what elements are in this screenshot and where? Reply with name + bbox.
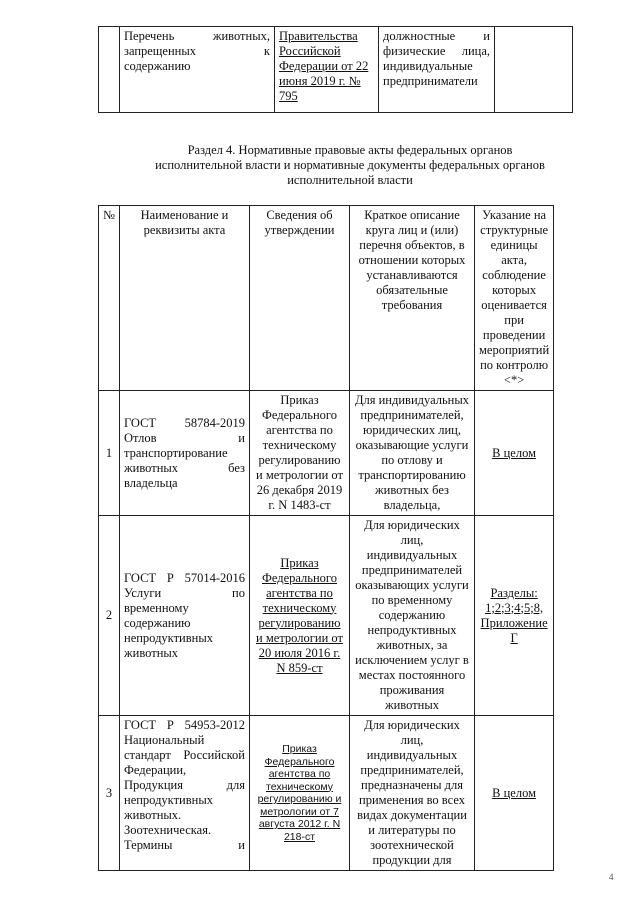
table-row — [99, 391, 554, 516]
continuation-table — [98, 26, 573, 113]
row-approval: Приказ Федерального агентства по техническому регулированию и метрологии от 26 декабря 2019 г. N 1483-ст — [250, 391, 350, 516]
header-description: Краткое описание круга лиц и (или) перечня объектов, в отношении которых устанавливаются обязательные требования — [350, 206, 475, 391]
row-units-link[interactable]: В целом — [475, 716, 554, 871]
row-units-link[interactable]: В целом — [475, 391, 554, 516]
approval-link[interactable]: Правительства Российской Федерации от 22 июня 2019 г. № 795 — [275, 27, 379, 113]
header-units: Указание на структурные единицы акта, соблюдение которых оценивается при проведении мероприятий по контролю <*> — [475, 206, 554, 391]
row-name: ГОСТ Р 54953-2012 Национальный стандарт Российской Федерации, Продукция для непродуктивных животных. Зоотехническая. Термины и — [120, 716, 250, 871]
row-approval-link[interactable]: Приказ Федерального агентства по техническому регулированию и метрологии от 20 июля 2016 г. N 859-ст — [250, 516, 350, 716]
row-units-link[interactable]: Разделы: 1;2;3;4;5;8, Приложение Г — [475, 516, 554, 716]
table-row — [99, 516, 554, 716]
acts-table — [98, 205, 554, 871]
row-name: ГОСТ Р 57014-2016 Услуги по временному содержанию непродуктивных животных — [120, 516, 250, 716]
row-description: Для юридических лиц, индивидуальных предпринимателей, предназначены для применения во всех видах документации и литературы по зоотехнической продукции для — [350, 716, 475, 871]
num-cell — [99, 27, 120, 113]
header-num: № — [99, 206, 120, 391]
row-num: 2 — [99, 516, 120, 716]
table-header-row — [99, 206, 554, 391]
row-description: Для индивидуальных предпринимателей, юридических лиц, оказывающие услуги по отлову и транспортированию животных без владельца, — [350, 391, 475, 516]
units-cell — [495, 27, 573, 113]
row-num: 3 — [99, 716, 120, 871]
header-approval: Сведения об утверждении — [250, 206, 350, 391]
row-name: ГОСТ 58784-2019 Отлов и транспортирование животных без владельца — [120, 391, 250, 516]
section-title: Раздел 4. Нормативные правовые акты федеральных органов исполнительной власти и нормативные документы федеральных органов исполнительной власти — [155, 143, 545, 187]
table-row — [99, 716, 554, 871]
row-num: 1 — [99, 391, 120, 516]
act-name-cell: Перечень животных, запрещенных к содержанию — [120, 27, 275, 113]
header-name: Наименование и реквизиты акта — [120, 206, 250, 391]
row-approval-link[interactable]: Приказ Федерального агентства по техническому регулированию и метрологии от 7 августа 2012 г. N 218-ст — [250, 716, 350, 871]
subjects-cell: должностные и физические лица, индивидуальные предприниматели — [379, 27, 495, 113]
table-row — [99, 27, 573, 113]
page-number: 4 — [609, 872, 614, 882]
row-description: Для юридических лиц, индивидуальных предпринимателей оказывающих услуги по временному содержанию непродуктивных животных, за исключением услуг в местах постоянного проживания животных — [350, 516, 475, 716]
